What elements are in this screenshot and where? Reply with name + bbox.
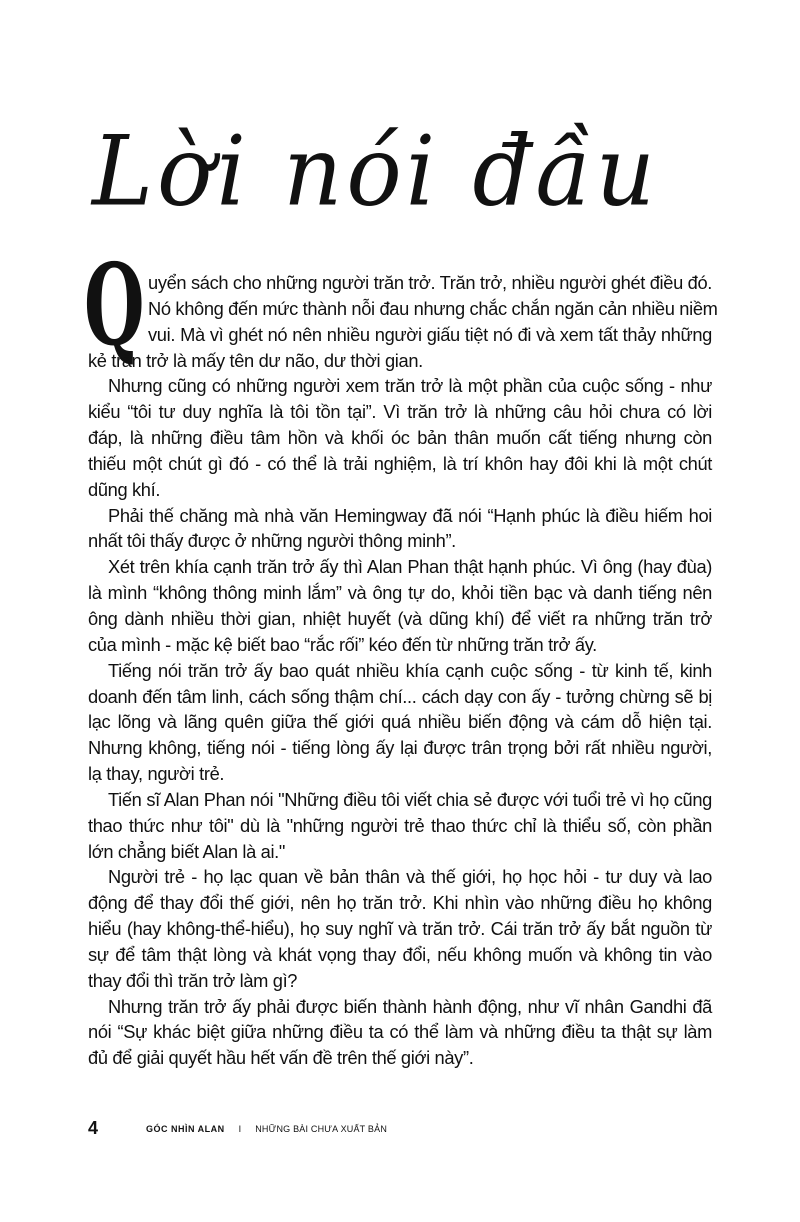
text-line: vui. Mà vì ghét nó nên nhiều người giấu tiệt nó đi và xem tất thảy những	[148, 323, 712, 345]
text-line: Nhưng trăn trở ấy phải được biến thành hành động, như vĩ nhân Gandhi đã	[108, 995, 712, 1017]
text-line: nói “Sự khác biệt giữa những điều ta có thể làm và những điều ta thật sự làm	[88, 1021, 712, 1043]
text-line: ông dành nhiều thời gian, nhiệt huyết (và dũng khí) để viết ra những trăn trở	[88, 607, 712, 629]
page-title: Lời nói đầu	[92, 115, 659, 228]
text-line: Người trẻ - họ lạc quan về bản thân và thế giới, họ học hỏi - tư duy và lao	[108, 866, 712, 888]
text-line: sự để tâm thật lòng và khát vọng thay đổi, nếu không muốn và không tin vào	[88, 943, 712, 965]
text-line: Tiến sĩ Alan Phan nói "Những điều tôi viết chia sẻ được với tuổi trẻ vì họ cũng	[108, 788, 712, 810]
text-line: đáp, là những điều tâm hồn và khối óc bản thân muốn cất tiếng nhưng còn	[88, 427, 712, 449]
book-subtitle: NHỮNG BÀI CHƯA XUẤT BẢN	[255, 1123, 388, 1134]
text-line: Xét trên khía cạnh trăn trở ấy thì Alan Phan thật hạnh phúc. Vì ông (hay đùa)	[108, 556, 712, 578]
drop-cap: Q	[84, 240, 145, 371]
text-line: thay đổi thì trăn trở làm gì?	[88, 969, 298, 991]
paragraph	[88, 503, 712, 555]
text-line: của mình - mặc kệ biết bao “rắc rối” kéo đến từ những trăn trở ấy.	[88, 633, 597, 655]
text-line: đủ để giải quyết hầu hết vấn đề trên thế giới này”.	[88, 1047, 474, 1069]
text-line: Nhưng cũng có những người xem trăn trở là một phần của cuộc sống - như	[108, 375, 712, 397]
paragraph	[88, 270, 718, 373]
paragraph	[88, 864, 712, 993]
body-text	[88, 270, 718, 1071]
text-line: Nó không đến mức thành nỗi đau nhưng chắc chắn ngăn cản nhiều niềm	[148, 297, 718, 319]
text-line: lớn chẳng biết Alan là ai."	[88, 840, 286, 862]
text-line: Tiếng nói trăn trở ấy bao quát nhiều khía cạnh cuộc sống - từ kinh tế, kinh	[108, 659, 712, 681]
text-line: kiểu “tôi tư duy nghĩa là tôi tồn tại”. Vì trăn trở là những câu hỏi chưa có lời	[88, 401, 712, 423]
text-line: Nhưng không, tiếng nói - tiếng lòng ấy lại được trân trọng bởi rất nhiều người,	[88, 737, 712, 759]
text-line: kẻ trăn trở là mấy tên dư não, dư thời gian.	[88, 349, 423, 371]
text-line: thiếu một chút gì đó - có thể là trải nghiệm, là trí khôn hay đôi khi là một chút	[88, 452, 712, 474]
paragraph	[88, 994, 712, 1072]
text-line: dũng khí.	[88, 478, 161, 500]
text-line: doanh đến tâm linh, cách sống thậm chí... cách dạy con ấy - tưởng chừng sẽ bị	[88, 685, 712, 707]
text-line: nhất tôi thấy được ở những người thông minh”.	[88, 530, 456, 552]
paragraph	[88, 658, 712, 787]
book-series: GÓC NHÌN ALAN	[146, 1123, 225, 1134]
text-line: hiểu (hay không-thể-hiểu), họ suy nghĩ và trăn trở. Cái trăn trở ấy bắt nguồn từ	[88, 918, 712, 940]
text-line: là mình “không thông minh lắm” và ông tự do, khỏi tiền bạc và danh tiếng nên	[88, 582, 712, 604]
footer-separator: I	[238, 1123, 242, 1134]
page-footer	[88, 1118, 387, 1139]
text-line: uyển sách cho những người trăn trở. Trăn trở, nhiều người ghét điều đó.	[148, 272, 712, 293]
text-line: Phải thế chăng mà nhà văn Hemingway đã nói “Hạnh phúc là điều hiếm hoi	[108, 504, 712, 526]
paragraph	[88, 787, 712, 865]
text-line: động để thay đổi thế giới, nên họ trăn trở. Khi nhìn vào những điều họ không	[88, 892, 712, 914]
paragraph	[88, 554, 712, 657]
text-line: lạc lõng và lãng quên giữa thế giới quá nhiều biến động và cám dỗ hiện tại.	[88, 711, 712, 733]
text-line: thao thức như tôi" dù là "những người trẻ thao thức chỉ là thiểu số, còn phần	[88, 814, 712, 836]
page-number: 4	[88, 1118, 99, 1138]
paragraph	[88, 373, 712, 502]
text-line: lạ thay, người trẻ.	[88, 763, 225, 785]
